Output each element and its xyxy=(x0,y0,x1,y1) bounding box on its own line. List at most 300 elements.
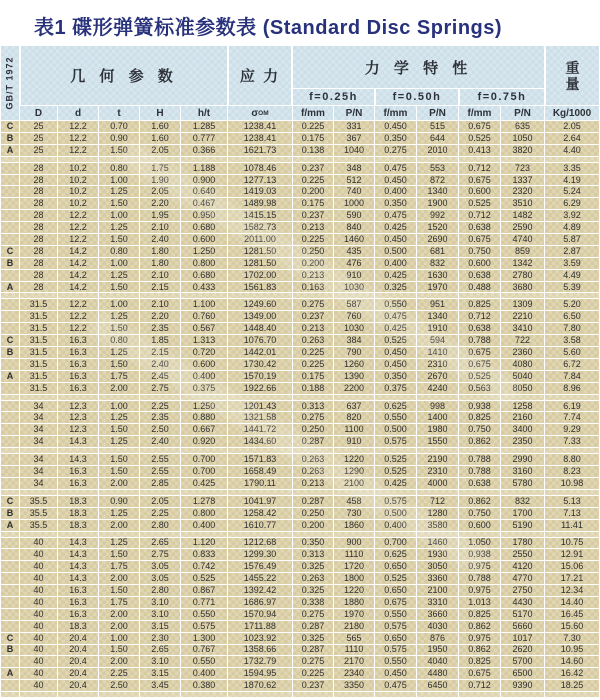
data-cell: 34 xyxy=(20,424,57,435)
data-cell: 0.225 xyxy=(293,121,333,132)
grade-cell: C xyxy=(1,633,19,644)
data-cell: 0.425 xyxy=(375,270,416,281)
data-cell: 0.900 xyxy=(181,175,227,186)
table-row xyxy=(1,478,599,489)
data-cell: 0.90 xyxy=(99,496,139,507)
data-cell: 1.25 xyxy=(99,311,139,322)
data-cell: 40 xyxy=(20,621,57,632)
data-cell: 14.40 xyxy=(545,597,599,608)
data-cell: 8.23 xyxy=(545,466,599,477)
data-cell: 2.55 xyxy=(140,454,180,465)
data-cell: 0.833 xyxy=(181,549,227,560)
column-header: t xyxy=(99,106,139,120)
data-cell: 1050 xyxy=(501,133,544,144)
data-cell: 1780 xyxy=(501,538,544,549)
data-cell: 0.488 xyxy=(459,282,500,293)
data-cell: 0.237 xyxy=(293,311,333,322)
column-header: h/t xyxy=(181,106,227,120)
separator-row xyxy=(1,448,599,453)
data-cell: 2.35 xyxy=(140,412,180,423)
data-cell xyxy=(181,157,227,162)
data-cell xyxy=(545,532,599,537)
data-cell xyxy=(459,532,500,537)
data-cell: 3.10 xyxy=(140,656,180,667)
data-cell: 1571.83 xyxy=(228,454,292,465)
table-row xyxy=(1,145,599,156)
data-cell: 6.50 xyxy=(545,311,599,322)
data-cell xyxy=(334,448,374,453)
data-cell: 1.60 xyxy=(140,121,180,132)
data-cell: 1.50 xyxy=(99,424,139,435)
data-cell xyxy=(501,532,544,537)
data-cell: 0.525 xyxy=(459,371,500,382)
data-cell: 0.263 xyxy=(293,454,333,465)
data-cell: 3.10 xyxy=(140,597,180,608)
data-cell: 0.600 xyxy=(181,359,227,370)
data-cell xyxy=(459,692,500,697)
table-row xyxy=(1,520,599,531)
data-cell: 1790.11 xyxy=(228,478,292,489)
data-cell: 0.200 xyxy=(293,186,333,197)
separator-row xyxy=(1,293,599,298)
data-cell: 14.2 xyxy=(58,246,98,257)
data-cell: 40 xyxy=(20,680,57,691)
data-cell xyxy=(99,448,139,453)
data-cell: 5.87 xyxy=(545,234,599,245)
data-cell: 2.40 xyxy=(140,436,180,447)
data-cell: 0.213 xyxy=(293,270,333,281)
data-cell: 40 xyxy=(20,538,57,549)
data-cell: 0.325 xyxy=(293,561,333,572)
data-cell: 15.06 xyxy=(545,561,599,572)
data-cell: 1.80 xyxy=(140,258,180,269)
data-cell: 0.250 xyxy=(293,246,333,257)
data-cell xyxy=(181,692,227,697)
data-cell: 0.275 xyxy=(293,609,333,620)
data-cell: 0.325 xyxy=(293,585,333,596)
data-cell: 2011.00 xyxy=(228,234,292,245)
data-cell: 7.30 xyxy=(545,633,599,644)
data-cell xyxy=(181,448,227,453)
data-cell: 3.45 xyxy=(140,680,180,691)
data-cell: 0.975 xyxy=(459,561,500,572)
grade-cell: A xyxy=(1,520,19,531)
data-cell: 0.275 xyxy=(293,656,333,667)
data-cell: 1030 xyxy=(334,282,374,293)
data-cell: 0.638 xyxy=(459,222,500,233)
table-row xyxy=(1,680,599,691)
table-row xyxy=(1,633,599,644)
data-cell: 4740 xyxy=(501,234,544,245)
data-cell: 1730.42 xyxy=(228,359,292,370)
data-cell xyxy=(58,157,98,162)
data-cell: 0.287 xyxy=(293,621,333,632)
data-cell: 2100 xyxy=(334,478,374,489)
data-cell xyxy=(459,395,500,400)
data-cell: 0.475 xyxy=(375,163,416,174)
grade-cell xyxy=(1,490,19,495)
data-cell: 3310 xyxy=(417,597,458,608)
data-cell: 3.10 xyxy=(140,609,180,620)
data-cell: 35.5 xyxy=(20,496,57,507)
data-cell xyxy=(140,395,180,400)
data-cell: 0.700 xyxy=(375,538,416,549)
grade-cell xyxy=(1,532,19,537)
data-cell xyxy=(228,395,292,400)
data-cell xyxy=(545,490,599,495)
grade-cell xyxy=(1,157,19,162)
data-cell: 3400 xyxy=(501,424,544,435)
data-cell: 0.525 xyxy=(375,573,416,584)
data-cell: 3680 xyxy=(501,282,544,293)
grade-cell xyxy=(1,466,19,477)
data-cell: 2160 xyxy=(501,412,544,423)
data-cell: 1.75 xyxy=(99,371,139,382)
data-cell: 5.39 xyxy=(545,282,599,293)
data-cell: 0.400 xyxy=(181,520,227,531)
data-cell: 1000 xyxy=(334,198,374,209)
data-cell: 2.40 xyxy=(140,359,180,370)
data-cell xyxy=(99,532,139,537)
data-cell: 0.225 xyxy=(293,359,333,370)
data-cell: 876 xyxy=(417,633,458,644)
data-cell xyxy=(228,532,292,537)
data-cell: 2.00 xyxy=(99,656,139,667)
data-cell: 10.95 xyxy=(545,645,599,656)
data-cell: 0.825 xyxy=(459,656,500,667)
data-cell: 31.5 xyxy=(20,359,57,370)
data-cell: 0.80 xyxy=(99,335,139,346)
table-row xyxy=(1,656,599,667)
data-cell: 1922.66 xyxy=(228,383,292,394)
data-cell: 1299.30 xyxy=(228,549,292,560)
table-row xyxy=(1,246,599,257)
data-cell xyxy=(375,692,416,697)
data-cell: 28 xyxy=(20,163,57,174)
grade-cell xyxy=(1,175,19,186)
data-cell: 1358.66 xyxy=(228,645,292,656)
data-cell: 1482 xyxy=(501,210,544,221)
data-cell: 1870.62 xyxy=(228,680,292,691)
data-cell: 1576.49 xyxy=(228,561,292,572)
table-body xyxy=(1,121,599,697)
data-cell: 0.138 xyxy=(293,145,333,156)
data-cell: 34 xyxy=(20,412,57,423)
data-cell: 1.278 xyxy=(181,496,227,507)
data-cell: 12.2 xyxy=(58,234,98,245)
data-cell: 2.20 xyxy=(140,311,180,322)
table-row xyxy=(1,347,599,358)
data-cell: 16.3 xyxy=(58,335,98,346)
data-cell: 2.10 xyxy=(140,222,180,233)
data-cell: 34 xyxy=(20,454,57,465)
data-cell: 12.3 xyxy=(58,412,98,423)
data-cell: 0.550 xyxy=(375,412,416,423)
data-cell xyxy=(140,692,180,697)
data-cell: 10.2 xyxy=(58,175,98,186)
data-cell: 992 xyxy=(417,210,458,221)
data-cell: 5.20 xyxy=(545,299,599,310)
separator-row xyxy=(1,395,599,400)
data-cell: 2690 xyxy=(417,234,458,245)
grade-cell xyxy=(1,299,19,310)
data-cell: 20.4 xyxy=(58,645,98,656)
data-cell: 1342 xyxy=(501,258,544,269)
table-row xyxy=(1,466,599,477)
grade-cell xyxy=(1,478,19,489)
column-header: f/mm xyxy=(293,106,333,120)
table-row xyxy=(1,401,599,412)
data-cell: 0.175 xyxy=(293,371,333,382)
data-cell: 0.767 xyxy=(181,645,227,656)
data-cell: 2990 xyxy=(501,454,544,465)
data-cell: 2350 xyxy=(501,436,544,447)
grade-cell: C xyxy=(1,246,19,257)
data-cell: 1238.41 xyxy=(228,121,292,132)
data-cell xyxy=(417,395,458,400)
data-cell: 12.2 xyxy=(58,133,98,144)
data-cell xyxy=(545,448,599,453)
table-row xyxy=(1,186,599,197)
data-cell: 3.58 xyxy=(545,335,599,346)
data-cell: 1570.19 xyxy=(228,371,292,382)
data-cell: 1686.97 xyxy=(228,597,292,608)
data-cell: 16.3 xyxy=(58,597,98,608)
data-cell: 28 xyxy=(20,258,57,269)
data-cell: 0.550 xyxy=(181,656,227,667)
data-cell: 0.525 xyxy=(181,573,227,584)
data-cell: 1.50 xyxy=(99,645,139,656)
data-cell: 12.2 xyxy=(58,323,98,334)
data-cell: 5.13 xyxy=(545,496,599,507)
data-cell: 0.450 xyxy=(375,359,416,370)
data-cell: 1.25 xyxy=(99,222,139,233)
mechanical-group-header: 力 学 特 性 xyxy=(293,46,544,88)
data-cell: 900 xyxy=(334,538,374,549)
data-cell: 1.00 xyxy=(99,401,139,412)
data-cell: 1.313 xyxy=(181,335,227,346)
data-cell: 2320 xyxy=(501,186,544,197)
data-cell: 1201.43 xyxy=(228,401,292,412)
data-cell xyxy=(459,157,500,162)
data-cell: 14.2 xyxy=(58,270,98,281)
data-cell: 1630 xyxy=(417,270,458,281)
data-cell: 0.525 xyxy=(459,133,500,144)
data-cell: 2.50 xyxy=(140,424,180,435)
table-row xyxy=(1,163,599,174)
data-cell: 0.325 xyxy=(293,633,333,644)
data-cell: 14.60 xyxy=(545,656,599,667)
data-cell: 3160 xyxy=(501,466,544,477)
data-cell: 2670 xyxy=(417,371,458,382)
data-cell: 2.35 xyxy=(140,323,180,334)
data-cell: 28 xyxy=(20,210,57,221)
grade-cell: C xyxy=(1,335,19,346)
data-cell: 0.800 xyxy=(181,508,227,519)
data-cell: 0.475 xyxy=(375,680,416,691)
data-cell: 1110 xyxy=(334,645,374,656)
data-cell: 0.771 xyxy=(181,597,227,608)
table-row xyxy=(1,573,599,584)
data-cell: 1337 xyxy=(501,175,544,186)
data-cell: 0.675 xyxy=(375,597,416,608)
data-cell xyxy=(501,692,544,697)
data-cell xyxy=(417,490,458,495)
data-cell: 0.425 xyxy=(375,323,416,334)
column-header: f/mm xyxy=(375,106,416,120)
grade-cell xyxy=(1,621,19,632)
data-cell: 3.59 xyxy=(545,258,599,269)
data-cell: 458 xyxy=(334,496,374,507)
data-cell: 1.25 xyxy=(99,270,139,281)
data-cell: 2310 xyxy=(417,359,458,370)
grade-cell: A xyxy=(1,668,19,679)
grade-cell: A xyxy=(1,371,19,382)
grade-cell xyxy=(1,359,19,370)
grade-cell: A xyxy=(1,282,19,293)
data-cell: 0.600 xyxy=(459,186,500,197)
data-cell: 0.275 xyxy=(375,145,416,156)
data-cell: 1950 xyxy=(417,645,458,656)
data-cell: 0.638 xyxy=(459,323,500,334)
data-cell: 790 xyxy=(334,347,374,358)
data-cell: 0.675 xyxy=(459,668,500,679)
column-header: d xyxy=(58,106,98,120)
data-cell: 0.263 xyxy=(293,466,333,477)
data-cell: 1.00 xyxy=(99,175,139,186)
data-cell: 1280 xyxy=(417,508,458,519)
data-cell: 859 xyxy=(501,246,544,257)
data-cell: 1410 xyxy=(417,347,458,358)
data-cell xyxy=(228,490,292,495)
data-cell: 1.25 xyxy=(99,412,139,423)
data-cell: 16.3 xyxy=(58,466,98,477)
grade-cell xyxy=(1,395,19,400)
data-cell: 0.938 xyxy=(459,401,500,412)
data-cell: 7.74 xyxy=(545,412,599,423)
data-cell: 20.4 xyxy=(58,656,98,667)
data-cell xyxy=(20,448,57,453)
data-cell: 565 xyxy=(334,633,374,644)
data-cell: 12.2 xyxy=(58,222,98,233)
data-cell: 3.05 xyxy=(140,561,180,572)
data-cell: 6.29 xyxy=(545,198,599,209)
data-cell: 1212.68 xyxy=(228,538,292,549)
data-cell: 1.013 xyxy=(459,597,500,608)
grade-cell xyxy=(1,609,19,620)
data-cell: 1.00 xyxy=(99,258,139,269)
data-cell: 34 xyxy=(20,401,57,412)
table-row xyxy=(1,121,599,132)
column-header: Kg/1000 xyxy=(545,106,599,120)
data-cell: 4430 xyxy=(501,597,544,608)
data-cell: 0.450 xyxy=(375,347,416,358)
data-cell xyxy=(375,490,416,495)
data-cell: 2.75 xyxy=(140,549,180,560)
data-cell xyxy=(545,157,599,162)
data-cell: 2360 xyxy=(501,347,544,358)
data-cell xyxy=(99,395,139,400)
data-cell: 0.680 xyxy=(181,222,227,233)
data-cell: 1.95 xyxy=(140,210,180,221)
data-cell: 2.45 xyxy=(140,371,180,382)
data-cell: 3510 xyxy=(501,198,544,209)
data-cell: 0.338 xyxy=(293,597,333,608)
data-cell xyxy=(99,692,139,697)
data-cell: 0.712 xyxy=(459,163,500,174)
data-cell: 2.64 xyxy=(545,133,599,144)
data-cell: 0.788 xyxy=(459,466,500,477)
data-cell xyxy=(20,490,57,495)
data-cell: 0.380 xyxy=(181,680,227,691)
separator-row xyxy=(1,157,599,162)
data-cell: 1.050 xyxy=(459,538,500,549)
data-cell: 5170 xyxy=(501,609,544,620)
data-cell: 0.640 xyxy=(181,186,227,197)
data-cell: 1110 xyxy=(334,549,374,560)
data-cell: 10.75 xyxy=(545,538,599,549)
data-cell: 0.880 xyxy=(181,412,227,423)
data-cell: 14.2 xyxy=(58,282,98,293)
data-cell: 0.213 xyxy=(293,478,333,489)
data-cell: 4040 xyxy=(417,656,458,667)
data-cell: 635 xyxy=(501,121,544,132)
data-cell: 0.450 xyxy=(375,121,416,132)
data-cell: 0.400 xyxy=(181,668,227,679)
data-cell: 740 xyxy=(334,186,374,197)
table-row xyxy=(1,175,599,186)
data-cell: 3.05 xyxy=(140,573,180,584)
data-cell: 0.800 xyxy=(181,258,227,269)
data-cell: 1.75 xyxy=(140,163,180,174)
data-cell: 12.2 xyxy=(58,311,98,322)
data-cell: 1.188 xyxy=(181,163,227,174)
data-cell: 31.5 xyxy=(20,323,57,334)
data-cell: 2.00 xyxy=(99,609,139,620)
data-cell: 0.80 xyxy=(99,246,139,257)
data-cell: 1.00 xyxy=(99,210,139,221)
data-cell: 1.00 xyxy=(99,299,139,310)
data-cell: 1.50 xyxy=(99,198,139,209)
data-cell: 0.213 xyxy=(293,222,333,233)
data-cell: 0.788 xyxy=(459,573,500,584)
data-cell: 0.760 xyxy=(181,311,227,322)
data-cell: 0.700 xyxy=(181,454,227,465)
data-cell: 1.90 xyxy=(140,175,180,186)
data-cell: 1100 xyxy=(334,424,374,435)
data-cell xyxy=(99,157,139,162)
data-cell: 0.675 xyxy=(459,347,500,358)
data-cell: 1340 xyxy=(417,311,458,322)
grade-cell: C xyxy=(1,121,19,132)
weight-label-bottom: 量 xyxy=(565,75,580,92)
grade-cell: A xyxy=(1,145,19,156)
data-cell: 0.90 xyxy=(99,133,139,144)
data-cell: 28 xyxy=(20,175,57,186)
data-cell: 2010 xyxy=(417,145,458,156)
weight-group-header xyxy=(546,46,599,105)
data-cell: 681 xyxy=(417,246,458,257)
data-cell xyxy=(228,448,292,453)
data-cell: 40 xyxy=(20,561,57,572)
data-cell: 1.75 xyxy=(99,597,139,608)
data-cell xyxy=(501,448,544,453)
data-cell: 820 xyxy=(334,412,374,423)
data-cell xyxy=(20,157,57,162)
grade-cell xyxy=(1,549,19,560)
data-cell: 1281.50 xyxy=(228,246,292,257)
data-cell: 1460 xyxy=(334,234,374,245)
